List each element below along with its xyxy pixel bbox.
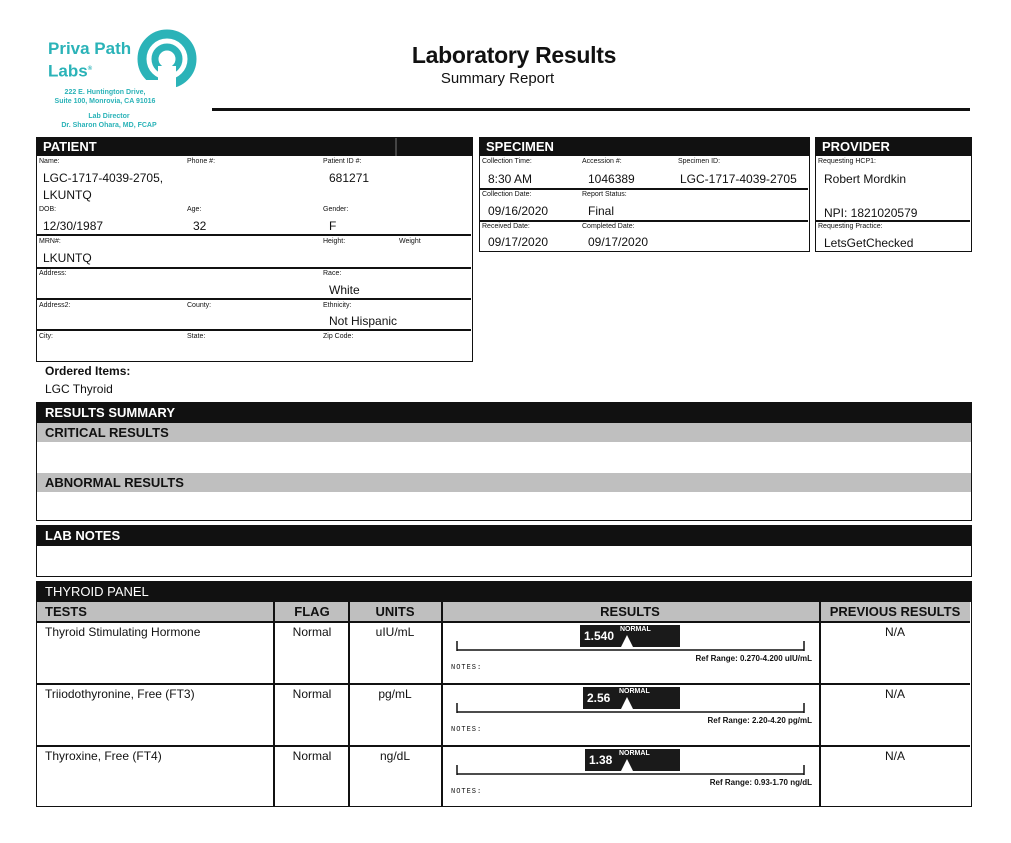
specimen-row-divider (480, 188, 808, 190)
accession-label: Accession #: (582, 158, 622, 165)
accession-value: 1046389 (588, 172, 635, 186)
lab-logo-icon (136, 28, 198, 90)
patient-city-label: City: (39, 333, 53, 340)
patient-row-divider (37, 267, 471, 269)
patient-address-label: Address: (39, 270, 67, 277)
abnormal-results-header: ABNORMAL RESULTS (37, 473, 971, 492)
patient-ethnicity-value: Not Hispanic (329, 314, 398, 328)
logo-registered-mark: ® (87, 66, 93, 72)
result-pointer-icon (621, 635, 633, 647)
lab-address-line2: Suite 100, Monrovia, CA 91016 (54, 98, 156, 105)
report-status-value: Final (588, 204, 615, 218)
results-summary-header: RESULTS SUMMARY (37, 403, 971, 423)
patient-gender-value: F (329, 219, 337, 233)
patient-row-divider (37, 329, 471, 331)
completed-date-value: 09/17/2020 (588, 235, 649, 249)
header-row-divider (37, 621, 970, 623)
patient-race-label: Race: (323, 270, 342, 277)
patient-age-value: 32 (193, 219, 207, 233)
logo-name-line1: Priva Path (48, 39, 132, 58)
patient-header: PATIENT (37, 138, 472, 156)
column-tests: TESTS (45, 604, 87, 619)
patient-id-label: Patient ID #: (323, 158, 362, 165)
received-date-label: Received Date: (482, 223, 530, 230)
patient-id-value: 681271 (329, 171, 370, 185)
patient-zip-label: Zip Code: (323, 333, 354, 340)
test-units: uIU/mL (375, 625, 415, 639)
notes-label: NOTES: (451, 664, 483, 672)
page-title: Laboratory Results (411, 42, 617, 68)
test-flag: Normal (292, 625, 332, 639)
patient-mrn-label: MRN#: (39, 238, 61, 245)
page-subtitle: Summary Report (440, 70, 555, 87)
notes-label: NOTES: (451, 726, 483, 734)
reference-range: Ref Range: 0.270-4.200 uIU/mL (695, 654, 812, 663)
previous-result: N/A (884, 687, 905, 701)
logo-name-line2: Labs (48, 61, 88, 81)
column-units: UNITS (375, 604, 415, 619)
column-results: RESULTS (600, 604, 660, 619)
row-divider (37, 683, 970, 685)
specimen-id-value: LGC-1717-4039-2705 (680, 172, 797, 186)
provider-box (815, 137, 972, 252)
lab-director-label: Lab Director (88, 113, 130, 120)
patient-ethnicity-label: Ethnicity: (323, 302, 352, 309)
result-flag: NORMAL (620, 626, 651, 633)
notes-label: NOTES: (451, 788, 483, 796)
lab-notes-box (36, 525, 972, 577)
lab-address-line1: 222 E. Huntington Drive, (64, 89, 146, 96)
collection-time-value: 8:30 AM (488, 172, 533, 186)
specimen-row-divider (480, 220, 808, 222)
lab-director-name: Dr. Sharon Ohara, MD, FCAP (61, 122, 157, 129)
result-value: 2.56 (587, 691, 611, 705)
patient-box (36, 137, 473, 362)
specimen-id-label: Specimen ID: (678, 158, 721, 165)
patient-name-value-line1: LGC-1717-4039-2705, (43, 171, 164, 185)
patient-name-label: Name: (39, 158, 60, 165)
patient-height-label: Height: (323, 238, 346, 245)
patient-dob-value: 12/30/1987 (43, 219, 104, 233)
patient-gender-label: Gender: (323, 206, 349, 213)
patient-name-value-line2: LKUNTQ (43, 188, 92, 202)
test-units: ng/dL (379, 749, 411, 763)
thyroid-panel-box (36, 581, 972, 807)
result-value: 1.38 (589, 753, 613, 767)
report-status-label: Report Status: (582, 191, 627, 198)
result-pointer-icon (621, 697, 633, 709)
title-divider (212, 108, 970, 111)
patient-row-divider (37, 234, 471, 236)
patient-state-label: State: (187, 333, 206, 340)
column-flag: FLAG (294, 604, 330, 619)
previous-result: N/A (884, 749, 905, 763)
hcp-value: Robert Mordkin (824, 172, 907, 186)
test-name: Triiodothyronine, Free (FT3) (45, 687, 195, 701)
patient-row-divider (37, 298, 471, 300)
test-flag: Normal (292, 687, 332, 701)
patient-age-label: Age: (187, 206, 202, 213)
result-flag: NORMAL (619, 688, 650, 695)
test-units: pg/mL (378, 687, 412, 701)
result-value-marker (583, 687, 680, 709)
lab-notes-header: LAB NOTES (37, 526, 971, 546)
collection-date-value: 09/16/2020 (488, 204, 549, 218)
completed-date-label: Completed Date: (582, 223, 635, 230)
hcp-label: Requesting HCP1: (818, 158, 876, 165)
reference-range: Ref Range: 2.20-4.20 pg/mL (707, 716, 812, 725)
received-date-value: 09/17/2020 (488, 235, 549, 249)
specimen-header: SPECIMEN (480, 138, 809, 156)
lab-address (40, 88, 170, 106)
provider-header: PROVIDER (816, 138, 971, 156)
test-name: Thyroxine, Free (FT4) (45, 749, 162, 763)
ordered-items-label: Ordered Items: (45, 364, 131, 378)
patient-address2-label: Address2: (39, 302, 71, 309)
ordered-items-value: LGC Thyroid (45, 382, 113, 396)
patient-dob-label: DOB: (39, 206, 57, 213)
npi-value: NPI: 1821020579 (824, 206, 918, 220)
patient-header-divider (395, 138, 397, 156)
test-name: Thyroid Stimulating Hormone (45, 625, 201, 639)
practice-value: LetsGetChecked (824, 236, 914, 250)
patient-phone-label: Phone #: (187, 158, 216, 165)
previous-result: N/A (884, 625, 905, 639)
column-previous-results: PREVIOUS RESULTS (829, 604, 961, 619)
critical-results-body (37, 442, 971, 473)
row-divider (37, 745, 970, 747)
test-flag: Normal (292, 749, 332, 763)
thyroid-panel-header: THYROID PANEL (37, 582, 971, 602)
result-value: 1.540 (584, 629, 615, 643)
critical-results-header: CRITICAL RESULTS (37, 423, 971, 442)
reference-range: Ref Range: 0.93-1.70 ng/dL (709, 778, 812, 787)
result-value-marker (580, 625, 680, 647)
result-value-marker (585, 749, 680, 771)
patient-mrn-value: LKUNTQ (43, 251, 92, 265)
collection-time-label: Collection Time: (482, 158, 532, 165)
provider-row-divider (816, 220, 970, 222)
practice-label: Requesting Practice: (818, 223, 883, 230)
collection-date-label: Collection Date: (482, 191, 532, 198)
patient-weight-label: Weight (399, 238, 421, 245)
results-summary-box (36, 402, 972, 521)
patient-county-label: County: (187, 302, 212, 309)
result-pointer-icon (621, 759, 633, 771)
lab-director (40, 112, 178, 130)
result-flag: NORMAL (619, 750, 650, 757)
specimen-box (479, 137, 810, 252)
patient-race-value: White (329, 283, 360, 297)
